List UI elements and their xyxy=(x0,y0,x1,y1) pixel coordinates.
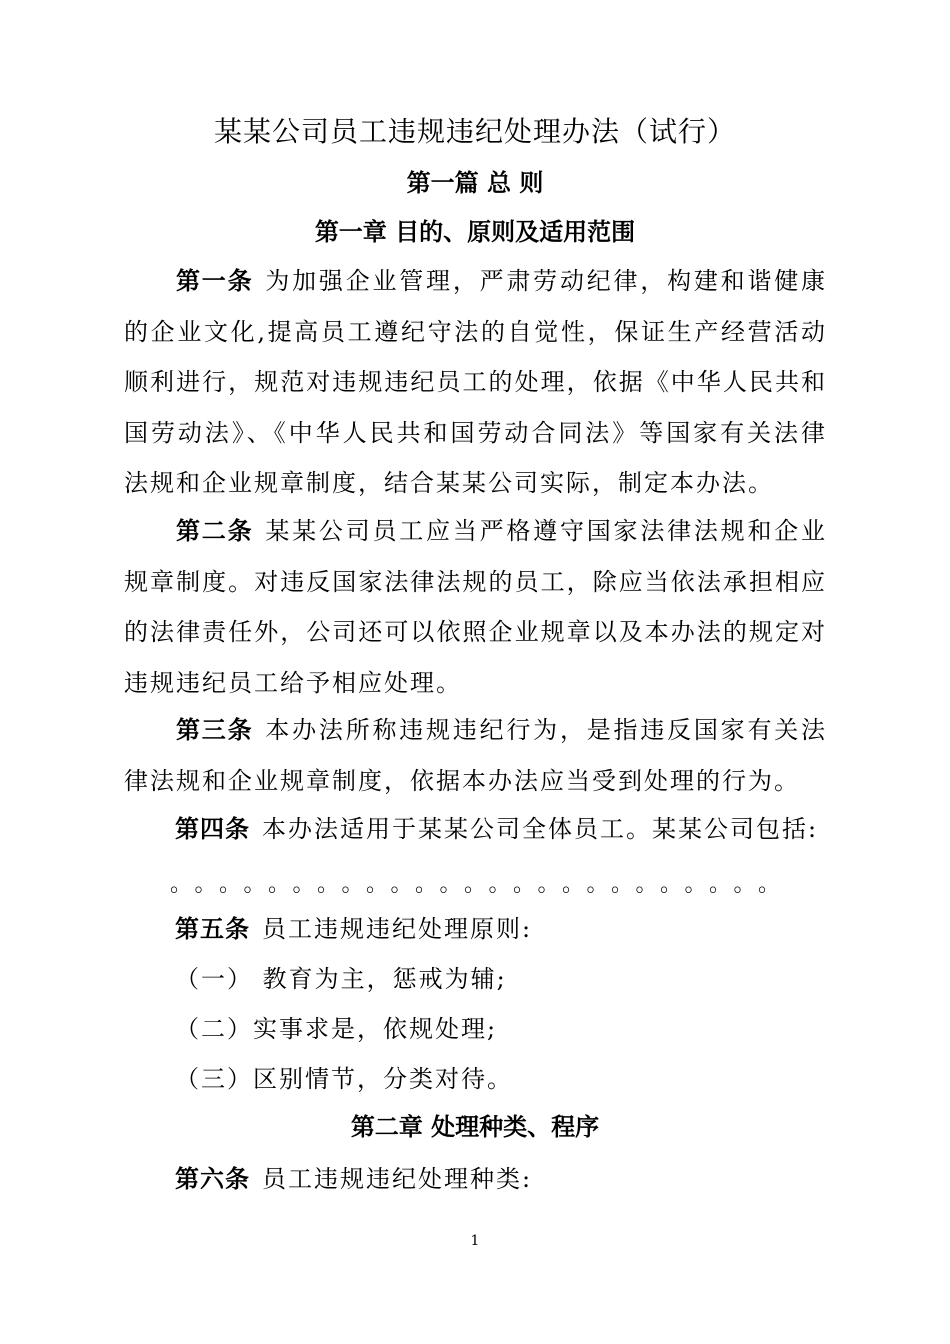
principle-item: （二）实事求是，依规处理; xyxy=(175,1015,498,1043)
article-3-text: 本办法所称违规违纪行为，是指违反国家有关法律法规和企业规章制度，依据本办法应当受到处理的行为。 xyxy=(124,716,828,795)
article-2 xyxy=(124,506,827,708)
document-title: 某某公司员工违规违纪处理办法（试行） xyxy=(213,115,736,148)
article-4-label: 第四条 xyxy=(175,814,250,843)
article-2-label: 第二条 xyxy=(176,516,254,545)
principle-item: （三）区别情节，分类对待。 xyxy=(175,1065,513,1093)
part-heading: 第一篇 总 则 xyxy=(406,168,544,197)
page-number: 1 xyxy=(470,1233,480,1249)
chapter1-heading: 第一章 目的、原则及适用范围 xyxy=(314,217,636,246)
principle-item: （一） 教育为主，惩戒为辅; xyxy=(175,965,507,993)
article-1 xyxy=(124,256,827,509)
article-5 xyxy=(175,911,835,947)
article-5-label: 第五条 xyxy=(175,914,250,943)
article-4 xyxy=(175,811,835,847)
article-4-text: 本办法适用于某某公司全体员工。某某公司包括: xyxy=(262,815,819,843)
article-5-text: 员工违规违纪处理原则: xyxy=(262,915,533,943)
ellipsis-line: 。。。。。。。。。。。。。。。。。。。。。。。。。 xyxy=(170,872,794,897)
article-6-text: 员工违规违纪处理种类: xyxy=(262,1165,533,1193)
article-1-text: 为加强企业管理，严肃劳动纪律，构建和谐健康的企业文化,提高员工遵纪守法的自觉性，保证生产经营活动顺利进行，规范对违规违纪员工的处理，依据《中华人民共和国劳动法》、《中华人民共和国劳动合同法》等国家有关法律法规和企业规章制度，结合某某公司实际，制定本办法。 xyxy=(124,267,828,497)
article-1-label: 第一条 xyxy=(176,266,254,295)
chapter2-heading: 第二章 处理种类、程序 xyxy=(350,1112,600,1141)
article-3-label: 第三条 xyxy=(176,715,254,744)
article-6 xyxy=(175,1161,835,1197)
article-2-text: 某某公司员工应当严格遵守国家法律法规和企业规章制度。对违反国家法律法规的员工，除应当依法承担相应的法律责任外，公司还可以依照企业规章以及本办法的规定对违规违纪员工给予相应处理。 xyxy=(124,517,828,697)
article-6-label: 第六条 xyxy=(175,1164,250,1193)
article-3 xyxy=(124,705,827,806)
